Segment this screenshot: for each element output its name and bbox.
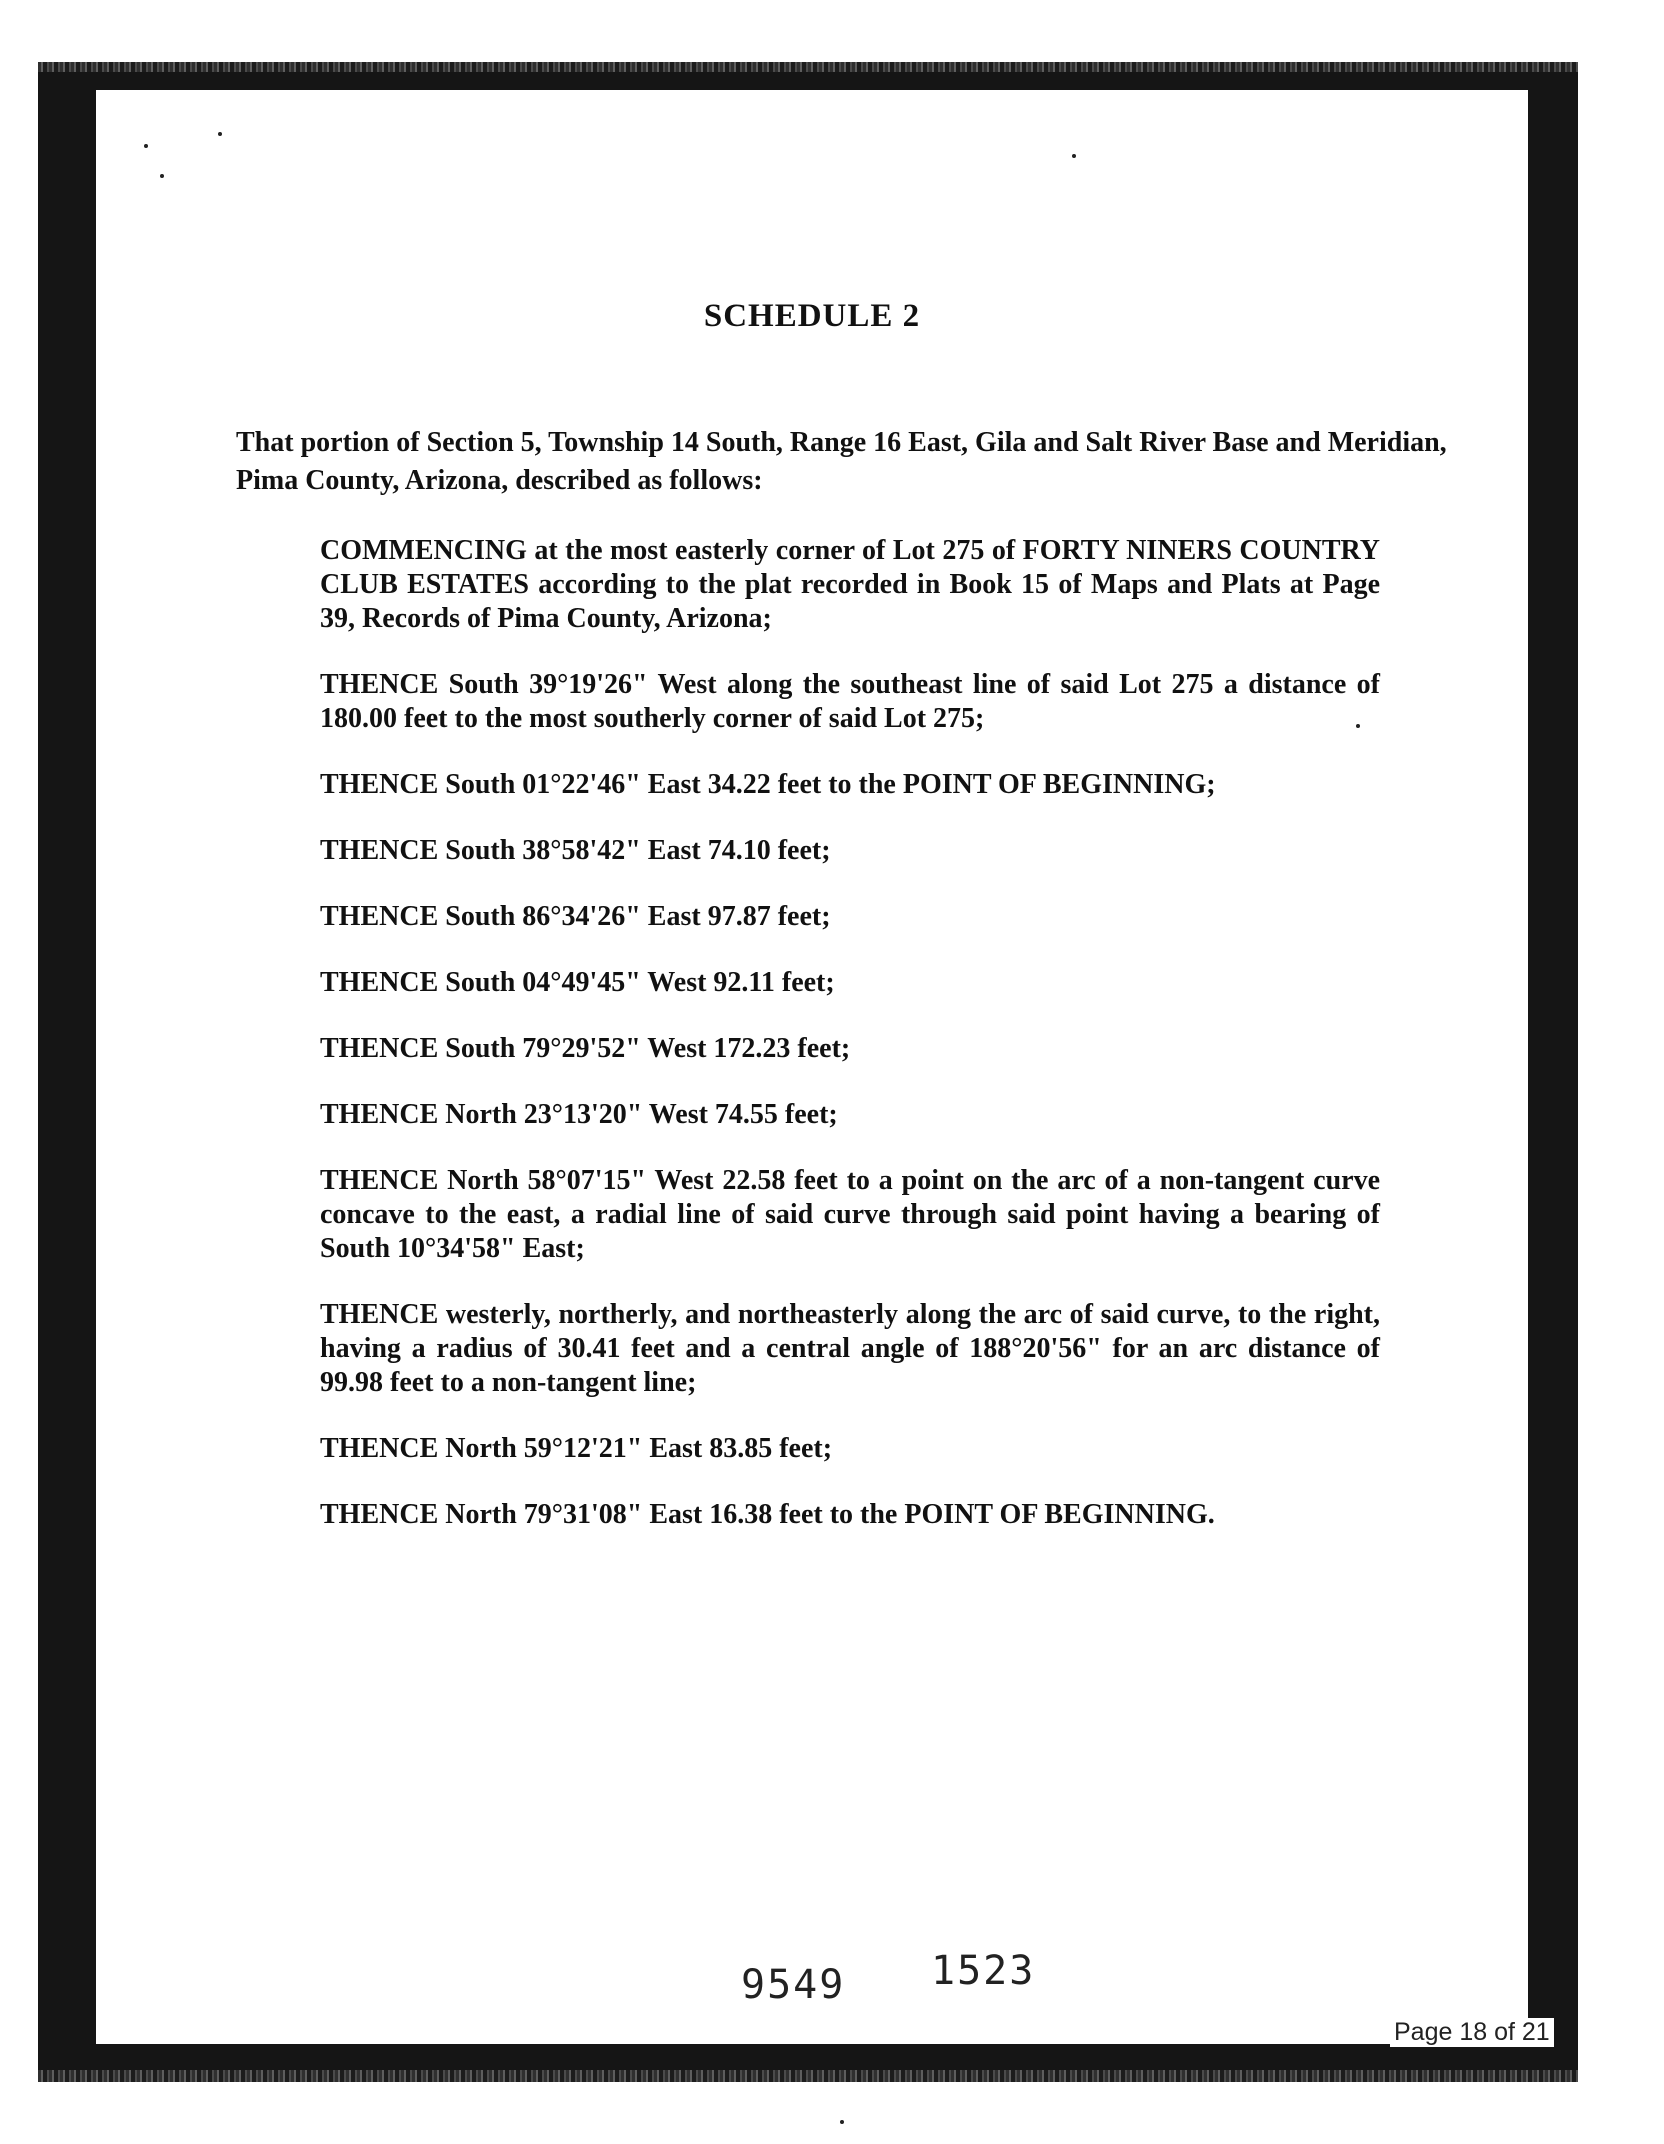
- legal-call: THENCE South 01°22'46" East 34.22 feet to the POINT OF BEGINNING;: [320, 769, 1216, 800]
- recording-page: 1523: [931, 1948, 1036, 1994]
- page-title: SCHEDULE 2: [703, 298, 921, 334]
- legal-description: [320, 534, 1380, 1564]
- scan-noise-bottom: [38, 2070, 1578, 2082]
- legal-call: THENCE South 04°49'45" West 92.11 feet;: [320, 967, 835, 998]
- legal-call: THENCE westerly, northerly, and northeasterly along the arc of said curve, to the right, having a radius of 30.41 feet and a central angle of 188°20'56" for an arc distance of 99.98 feet to a non-tangent line;: [320, 1299, 1380, 1398]
- legal-call: THENCE South 79°29'52" West 172.23 feet;: [320, 1033, 851, 1064]
- legal-call: THENCE South 38°58'42" East 74.10 feet;: [320, 835, 831, 866]
- legal-call: THENCE North 23°13'20" West 74.55 feet;: [320, 1099, 838, 1130]
- legal-call: THENCE South 86°34'26" East 97.87 feet;: [320, 901, 831, 932]
- legal-call: THENCE North 58°07'15" West 22.58 feet to a point on the arc of a non-tangent curve concave to the east, a radial line of said curve through said point having a bearing of South 10°34'58" East;: [320, 1165, 1380, 1264]
- legal-call: COMMENCING at the most easterly corner of Lot 275 of FORTY NINERS COUNTRY CLUB ESTATES according to the plat recorded in Book 15 of Maps and Plats at Page 39, Records of Pima County, Arizona;: [320, 535, 1380, 634]
- legal-call: THENCE South 39°19'26" West along the southeast line of said Lot 275 a distance of 180.00 feet to the most southerly corner of said Lot 275;: [320, 669, 1380, 734]
- scan-speck: [840, 2120, 844, 2124]
- intro-paragraph: That portion of Section 5, Township 14 South, Range 16 East, Gila and Salt River Base and Meridian, Pima County, Arizona, described as follows:: [236, 427, 1447, 496]
- page-number: Page 18 of 21: [1390, 2018, 1554, 2047]
- document-page: [96, 90, 1528, 2044]
- recording-book: 9549: [741, 1962, 846, 2008]
- legal-call: THENCE North 59°12'21" East 83.85 feet;: [320, 1433, 833, 1464]
- legal-call: THENCE North 79°31'08" East 16.38 feet to the POINT OF BEGINNING.: [320, 1499, 1215, 1530]
- scan-noise-top: [38, 62, 1578, 72]
